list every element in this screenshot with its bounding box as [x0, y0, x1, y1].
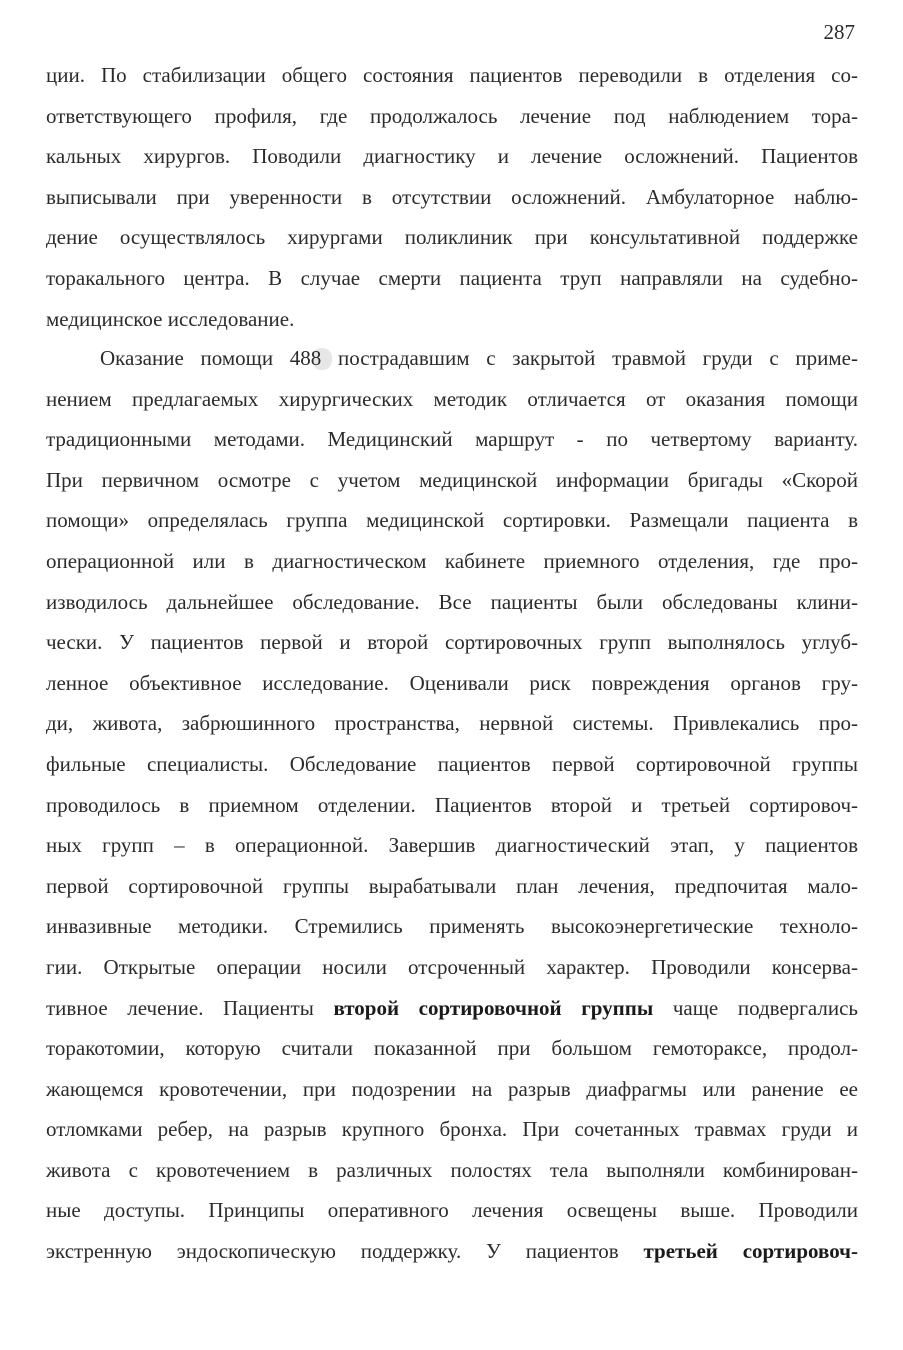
- text-line: кальных хирургов. Поводили диагностику и лечение осложнений. Пациентов: [46, 144, 858, 169]
- text-line: фильные специалисты. Обследование пациентов первой сортировочной группы: [46, 751, 858, 776]
- text-line: ции. По стабилизации общего состояния пациентов переводили в отделения со-: [46, 63, 858, 87]
- paragraph-2: [46, 338, 858, 1272]
- text-line: традиционными методами. Медицинский маршрут - по четвертому варианту.: [46, 427, 858, 452]
- text-line: медицинское исследование.: [46, 306, 295, 331]
- text-line: помощи» определялась группа медицинской сортировки. Размещали пациента в: [46, 508, 858, 533]
- text-line: нением предлагаемых хирургических методик отличается от оказания помощи: [46, 386, 858, 411]
- paragraph-1: [46, 55, 858, 339]
- text-line: торакотомии, которую считали показанной при большом гемотораксе, продол-: [46, 1036, 858, 1061]
- page-number: 287: [823, 20, 855, 44]
- text-line: первой сортировочной группы вырабатывали план лечения, предпочитая мало-: [46, 873, 858, 898]
- text-line: операционной или в диагностическом кабинете приемного отделения, где про-: [46, 548, 858, 573]
- text-line: выписывали при уверенности в отсутствии осложнений. Амбулаторное наблю-: [46, 184, 858, 209]
- text-run: тивное лечение. Пациенты: [46, 995, 334, 1020]
- text-line: ди, живота, забрюшинного пространства, нервной системы. Привлекались про-: [46, 711, 858, 736]
- text-line: ные доступы. Принципы оперативного лечения освещены выше. Проводили: [46, 1198, 858, 1223]
- text-line-with-bold: [46, 1231, 858, 1272]
- text-line-with-bold: [46, 988, 858, 1029]
- text-line: жающемся кровотечении, при подозрении на разрыв диафрагмы или ранение ее: [46, 1076, 858, 1101]
- text-line: изводилось дальнейшее обследование. Все пациенты были обследованы клини-: [46, 589, 858, 614]
- text-run: экстренную эндоскопическую поддержку. У пациентов: [46, 1239, 644, 1264]
- text-line: Оказание помощи 488 пострадавшим с закрытой травмой груди с приме-: [100, 346, 858, 370]
- text-line: инвазивные методики. Стремились применять высокоэнергетические техноло-: [46, 914, 858, 939]
- text-line: проводилось в приемном отделении. Пациентов второй и третьей сортировоч-: [46, 792, 858, 817]
- bold-text: второй сортировочной группы: [333, 995, 654, 1020]
- text-line: живота с кровотечением в различных полостях тела выполняли комбинирован-: [46, 1157, 858, 1182]
- text-line: ных групп – в операционной. Завершив диагностический этап, у пациентов: [46, 833, 858, 858]
- bold-text: третьей сортировоч-: [643, 1239, 858, 1264]
- text-line: При первичном осмотре с учетом медицинской информации бригады «Скорой: [46, 467, 858, 492]
- text-line: отломками ребер, на разрыв крупного бронха. При сочетанных травмах груди и: [46, 1117, 858, 1142]
- text-run: чаще подвергались: [653, 995, 858, 1020]
- text-line: ответствующего профиля, где продолжалось лечение под наблюдением тора-: [46, 103, 858, 128]
- text-line: ленное объективное исследование. Оценивали риск повреждения органов гру-: [46, 670, 858, 695]
- text-line: торакального центра. В случае смерти пациента труп направляли на судебно-: [46, 265, 858, 290]
- text-line: чески. У пациентов первой и второй сортировочных групп выполнялось углуб-: [46, 630, 858, 655]
- text-line: гии. Открытые операции носили отсроченный характер. Проводили консерва-: [46, 954, 858, 979]
- text-line: дение осуществлялось хирургами поликлиник при консультативной поддержке: [46, 225, 858, 250]
